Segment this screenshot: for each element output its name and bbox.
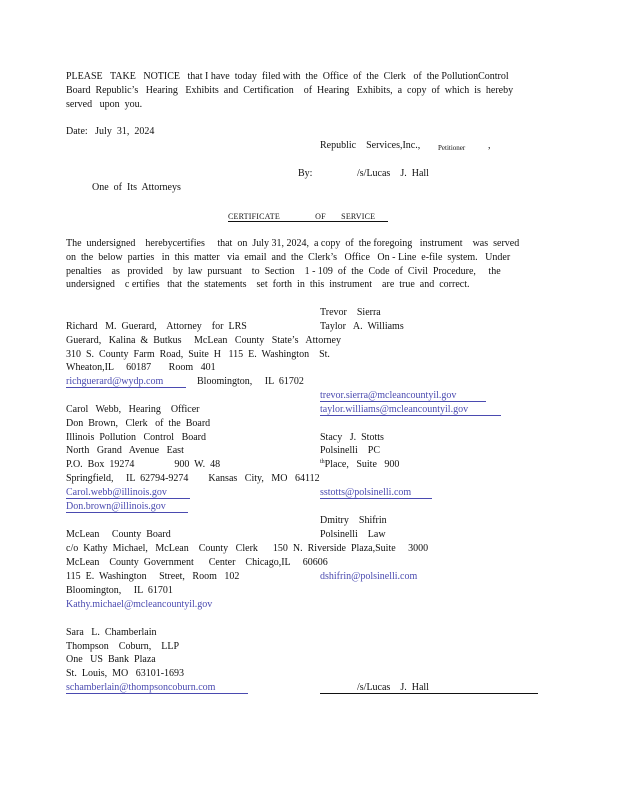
by-signature: /s/Lucas J. Hall (357, 168, 429, 179)
service-line: North Grand Avenue East (66, 445, 184, 456)
email-underline (320, 401, 486, 402)
right-line-stotts: Stacy J. Stotts (320, 432, 384, 443)
certificate-title-underline (228, 221, 388, 222)
right-line-polsinelli-law: Polsinelli Law (320, 529, 386, 540)
service-line: Bloomington, IL 61702 (197, 376, 304, 387)
party-comma: , (488, 140, 491, 151)
email-underline (320, 498, 432, 499)
service-line: McLean County Government Center Chicago,IL 60606 (66, 557, 328, 568)
email-williams-link[interactable]: taylor.williams@mcleancountyil.gov (320, 404, 469, 415)
email-shifrin-link[interactable]: dshifrin@polsinelli.com (320, 571, 418, 582)
attorneys-line: One of Its Attorneys (92, 182, 181, 193)
right-line-polsinelli: Polsinelli PC (320, 445, 381, 456)
service-line: Carol Webb, Hearing Officer (66, 404, 200, 415)
right-line-suite (320, 459, 399, 472)
notice-line-1: PLEASE TAKE NOTICE that I have today filed with the Office of the Clerk of the PollutionControl (66, 71, 509, 82)
service-line: McLean County Board (66, 529, 171, 540)
final-signature: /s/Lucas J. Hall (357, 682, 429, 693)
service-line: Guerard, Kalina & Butkus McLean County State’s Attorney (66, 335, 341, 346)
service-line: Wheaton,IL 60187 Room 401 (66, 362, 216, 373)
service-line: One US Bank Plaza (66, 654, 156, 665)
email-underline (66, 512, 188, 513)
signature-line (320, 693, 538, 694)
party-role: Petitioner (438, 144, 466, 152)
service-line: 115 E. Washington Street, Room 102 (66, 571, 240, 582)
service-line: St. Louis, MO 63101-1693 (66, 668, 185, 679)
cert-body-line-2: on the below parties in this matter via email and the Clerk’s Office On - Line e-file system. Under (66, 252, 511, 263)
service-line: Sara L. Chamberlain (66, 627, 157, 638)
service-line: Illinois Pollution Control Board (66, 432, 207, 443)
ordinal-suffix: th (320, 459, 325, 465)
email-webb-link[interactable]: Carol.webb@illinois.gov (66, 487, 167, 498)
email-guerard-link[interactable]: richguerard@wydp.com (66, 376, 164, 387)
cert-body-line-4: undersigned c ertifies that the statements set forth in this instrument are true and correct. (66, 279, 470, 290)
right-line-place: Place, Suite 900 (324, 459, 400, 470)
email-underline (66, 498, 190, 499)
email-underline (66, 387, 186, 388)
right-line-shifrin: Dmitry Shifrin (320, 515, 387, 526)
service-line: Don Brown, Clerk of the Board (66, 418, 211, 429)
service-line: Springfield, IL 62794-9274 Kansas City, MO 64112 (66, 473, 320, 484)
party-name: Republic Services,Inc., (320, 140, 421, 151)
email-sierra-link[interactable]: trevor.sierra@mcleancountyil.gov (320, 390, 457, 401)
email-michael-link[interactable]: Kathy.michael@mcleancountyil.gov (66, 599, 213, 610)
service-line: P.O. Box 19274 900 W. 48 (66, 459, 221, 470)
email-underline (66, 693, 248, 694)
right-line-sierra: Trevor Sierra (320, 307, 381, 318)
by-label: By: (298, 168, 313, 179)
notice-line-2: Board Republic’s Hearing Exhibits and Certification of Hearing Exhibits, a copy of which is hereby (66, 85, 514, 96)
cert-body-line-3: penalties as provided by law pursuant to Section 1 - 109 of the Code of Civil Procedure, the (66, 266, 501, 277)
right-line-williams: Taylor A. Williams (320, 321, 404, 332)
notice-line-3: served upon you. (66, 99, 143, 110)
certificate-title: CERTIFICATE OF SERVICE (228, 212, 376, 221)
cert-body-line-1: The undersigned herebycertifies that on July 31, 2024, a copy of the foregoing instrument was served (66, 238, 520, 249)
email-brown-link[interactable]: Don.brown@illinois.gov (66, 501, 166, 512)
service-line: Richard M. Guerard, Attorney for LRS (66, 321, 247, 332)
service-line: Thompson Coburn, LLP (66, 641, 180, 652)
email-stotts-link[interactable]: sstotts@polsinelli.com (320, 487, 412, 498)
service-line: Bloomington, IL 61701 (66, 585, 173, 596)
date-line: Date: July 31, 2024 (66, 126, 155, 137)
email-underline (320, 415, 501, 416)
service-line: 310 S. County Farm Road, Suite H 115 E. Washington St. (66, 349, 330, 360)
service-line: c/o Kathy Michael, McLean County Clerk 150 N. Riverside Plaza,Suite 3000 (66, 543, 429, 554)
email-chamberlain-link[interactable]: schamberlain@thompsoncoburn.com (66, 682, 216, 693)
